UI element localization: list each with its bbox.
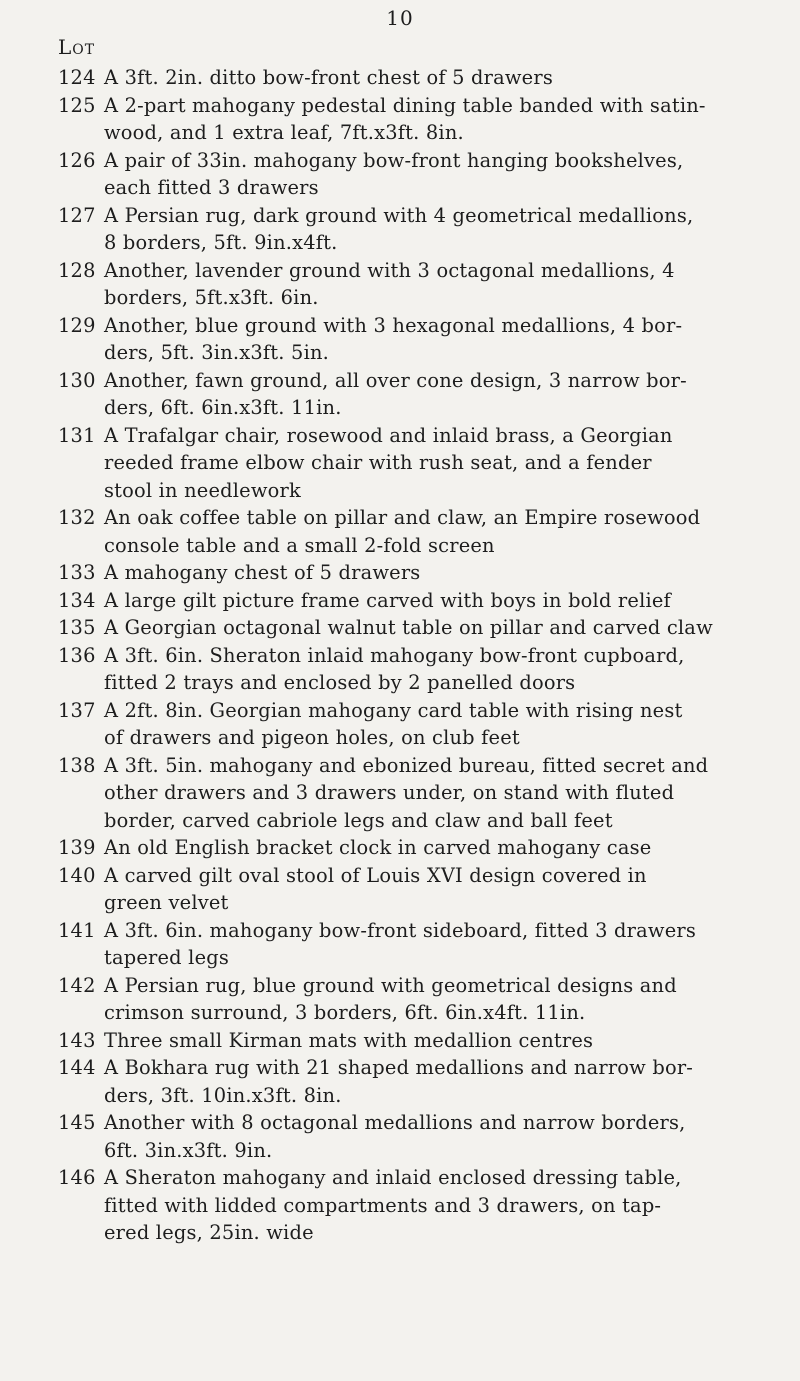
lot-description-line: Another, fawn ground, all over cone design, 3 narrow bor- (104, 368, 687, 392)
lot-description-line: Three small Kirman mats with medallion centres (104, 1028, 594, 1052)
lot-description (104, 559, 800, 587)
lot-description (104, 972, 800, 1027)
lot-description (104, 367, 800, 422)
lot-entry (0, 147, 800, 202)
lot-description-line: Another with 8 octagonal medallions and narrow borders, (104, 1111, 686, 1134)
lot-description (104, 147, 800, 202)
lot-description (104, 422, 800, 505)
lot-description-line: 8 borders, 5ft. 9in.x4ft. (104, 231, 338, 254)
lot-description-line: fitted 2 trays and enclosed by 2 panelled doors (104, 671, 576, 694)
lot-entry (0, 257, 800, 312)
lot-entry (0, 697, 800, 752)
lot-description-line: A Sheraton mahogany and inlaid enclosed dressing table, (104, 1166, 682, 1189)
lot-description-line: green velvet (104, 891, 229, 914)
lot-entry (0, 917, 800, 972)
lot-description-line: reeded frame elbow chair with rush seat, and a fender (104, 451, 652, 474)
lot-number: 129 (58, 313, 96, 337)
lot-number: 126 (58, 148, 96, 172)
lot-number: 139 (58, 836, 96, 859)
lot-number: 135 (58, 616, 96, 639)
lot-description (104, 202, 800, 257)
lot-description-line: A 2-part mahogany pedestal dining table banded with satin- (104, 93, 706, 117)
lot-number: 131 (58, 423, 96, 447)
lot-description-line: crimson surround, 3 borders, 6ft. 6in.x4ft. 11in. (104, 1001, 586, 1024)
lot-description (104, 642, 800, 697)
lot-description-line: other drawers and 3 drawers under, on stand with fluted (104, 781, 675, 804)
lot-entry (0, 1109, 800, 1164)
lot-description-line: Another, blue ground with 3 hexagonal medallions, 4 bor- (104, 313, 683, 337)
lot-number: 127 (58, 203, 96, 227)
lot-description-line: Another, lavender ground with 3 octagonal medallions, 4 (104, 258, 675, 282)
lot-description (104, 1027, 800, 1055)
lot-column-header: Lot (58, 35, 96, 59)
lot-description-line: An oak coffee table on pillar and claw, an Empire rosewood (104, 506, 701, 529)
lot-description-line: A 3ft. 2in. ditto bow-front chest of 5 drawers (104, 66, 553, 89)
lot-description-line: wood, and 1 extra leaf, 7ft.x3ft. 8in. (104, 121, 464, 144)
lot-description-line: A mahogany chest of 5 drawers (104, 561, 421, 584)
lot-description (104, 614, 800, 642)
lot-description-line: A 3ft. 6in. mahogany bow-front sideboard, fitted 3 drawers (104, 918, 696, 942)
lot-description (104, 697, 800, 752)
lot-entry (0, 1164, 800, 1247)
lot-entry (0, 972, 800, 1027)
lot-entry (0, 367, 800, 422)
lot-number: 136 (58, 643, 96, 667)
lot-description-line: ders, 5ft. 3in.x3ft. 5in. (104, 341, 330, 364)
lot-description (104, 257, 800, 312)
lot-number: 138 (58, 753, 96, 777)
lot-entry (0, 587, 800, 615)
lot-description (104, 1109, 800, 1164)
lot-number: 125 (58, 93, 96, 117)
lot-number: 137 (58, 698, 96, 722)
lot-description-line: A carved gilt oval stool of Louis XVI design covered in (104, 863, 647, 887)
lot-description (104, 504, 800, 559)
lot-entry (0, 92, 800, 147)
lot-description-line: ered legs, 25in. wide (104, 1221, 314, 1244)
lot-number: 141 (58, 918, 96, 942)
lot-number: 124 (58, 66, 96, 89)
lot-number: 146 (58, 1166, 96, 1189)
lot-description (104, 92, 800, 147)
lot-entry (0, 312, 800, 367)
lot-entry (0, 202, 800, 257)
lot-description-line: A 3ft. 6in. Sheraton inlaid mahogany bow-front cupboard, (104, 643, 685, 667)
lot-number: 134 (58, 588, 96, 612)
lot-description (104, 312, 800, 367)
lot-description (104, 64, 800, 92)
lot-description-line: 6ft. 3in.x3ft. 9in. (104, 1138, 273, 1162)
lot-number: 144 (58, 1056, 96, 1079)
lot-entry (0, 504, 800, 559)
lot-description-line: A pair of 33in. mahogany bow-front hanging bookshelves, (104, 148, 684, 172)
lot-number: 133 (58, 561, 96, 584)
lot-description (104, 917, 800, 972)
lot-description-line: A Bokhara rug with 21 shaped medallions and narrow bor- (104, 1056, 694, 1079)
lot-description-line: fitted with lidded compartments and 3 drawers, on tap- (104, 1193, 662, 1217)
lot-description-line: A Georgian octagonal walnut table on pillar and carved claw (104, 616, 713, 639)
lot-entry (0, 1054, 800, 1109)
lot-description-line: A Trafalgar chair, rosewood and inlaid brass, a Georgian (104, 423, 673, 447)
lot-number: 140 (58, 863, 96, 887)
lot-description (104, 1054, 800, 1109)
lot-number: 142 (58, 973, 96, 997)
lot-description-line: stool in needlework (104, 478, 301, 502)
lot-description (104, 752, 800, 835)
lot-number: 128 (58, 258, 96, 282)
lot-entry (0, 862, 800, 917)
lot-number: 143 (58, 1028, 96, 1052)
lot-description (104, 862, 800, 917)
lot-entry (0, 1027, 800, 1055)
lot-description-line: A Persian rug, dark ground with 4 geometrical medallions, (104, 203, 694, 227)
lot-description-line: border, carved cabriole legs and claw and ball feet (104, 808, 613, 832)
lot-entry (0, 559, 800, 587)
lot-number: 132 (58, 506, 96, 529)
lot-number: 145 (58, 1111, 96, 1134)
lot-description-line: An old English bracket clock in carved mahogany case (104, 836, 652, 859)
lot-description-line: borders, 5ft.x3ft. 6in. (104, 286, 319, 309)
lot-number: 130 (58, 368, 96, 392)
lot-list (0, 64, 800, 1247)
lot-description-line: ders, 3ft. 10in.x3ft. 8in. (104, 1083, 342, 1107)
lot-description-line: each fitted 3 drawers (104, 176, 319, 199)
lot-description (104, 587, 800, 615)
lot-description-line: ders, 6ft. 6in.x3ft. 11in. (104, 396, 342, 419)
lot-entry (0, 64, 800, 92)
lot-entry (0, 422, 800, 505)
lot-description-line: A 2ft. 8in. Georgian mahogany card table with rising nest (104, 698, 683, 722)
lot-entry (0, 834, 800, 862)
lot-entry (0, 614, 800, 642)
lot-description-line: console table and a small 2-fold screen (104, 533, 495, 557)
lot-description (104, 834, 800, 862)
page-number: 10 (386, 6, 414, 30)
lot-description-line: A Persian rug, blue ground with geometrical designs and (104, 973, 677, 997)
lot-description-line: A large gilt picture frame carved with boys in bold relief (104, 588, 671, 612)
lot-description-line: tapered legs (104, 946, 230, 969)
lot-description-line: A 3ft. 5in. mahogany and ebonized bureau, fitted secret and (104, 753, 709, 777)
lot-entry (0, 642, 800, 697)
lot-entry (0, 752, 800, 835)
lot-description (104, 1164, 800, 1247)
lot-description-line: of drawers and pigeon holes, on club feet (104, 726, 520, 749)
